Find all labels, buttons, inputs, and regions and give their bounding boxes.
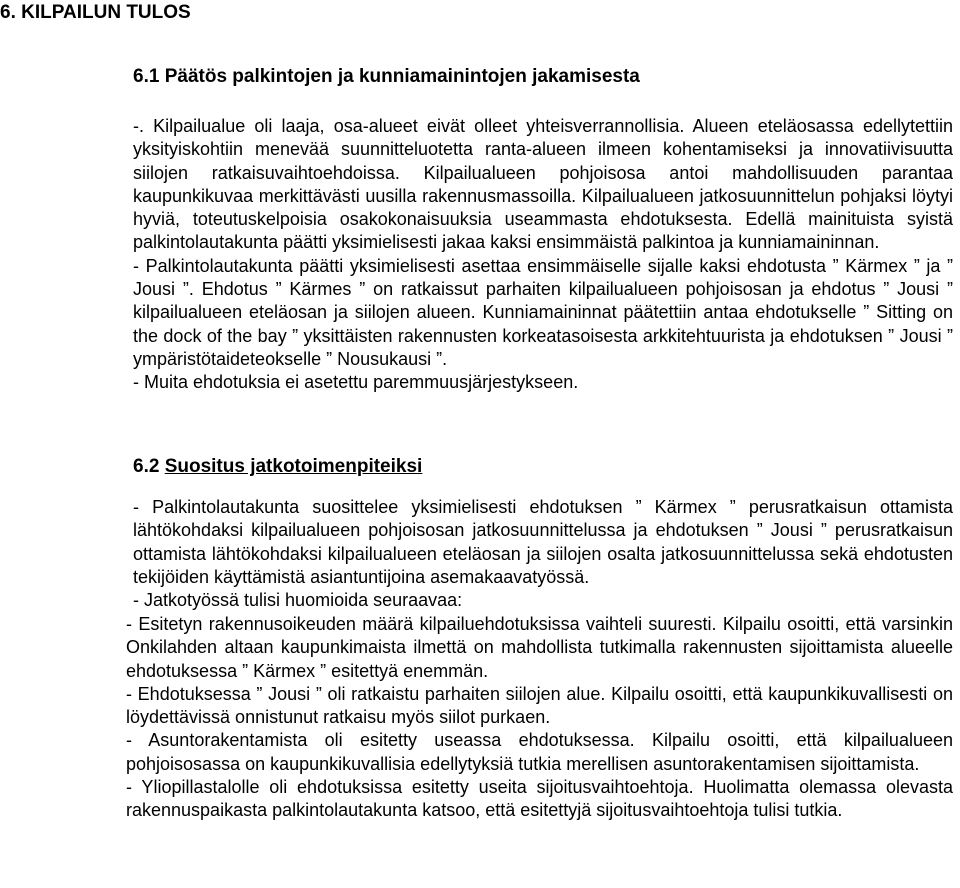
section-2-intro — [133, 496, 953, 612]
list-item: - Yliopillastalolle oli ehdotuksissa esitetty useita sijoitusvaihtoehtoja. Huolimatta olemassa olevasta rakennuspaikasta palkintolautakunta katsoo, että esitettyjä sijoitusvaihtoehtoja tulisi tutkia. — [126, 777, 953, 821]
section-2-heading — [133, 456, 422, 478]
section-1-number: 6.1 — [133, 66, 160, 87]
list-item: - Ehdotuksessa ” Jousi ” oli ratkaistu parhaiten siilojen alue. Kilpailu osoitti, että kaupunkikuvallisesti on löydettävissä onnistunut ratkaisu myös siilot purkaen. — [126, 683, 953, 728]
list-item: - Asuntorakentamista oli esitetty useassa ehdotuksessa. Kilpailu osoitti, että kilpailualueen pohjoisosassa on kaupunkikuvallisia edellytyksiä tutkia merellisen asuntorakentamisen sijoittamista. — [126, 730, 953, 774]
section-1-paragraph: - Palkintolautakunta päätti yksimielisesti asettaa ensimmäiselle sijalle kaksi ehdotusta ” Kärmex ” ja ” Jousi ”. Ehdotus ” Kärmes ” on ratkaissut parhaiten kilpailualueen pohjoisosan ja ehdotus ” Jousi ” kilpailualueen eteläosan ja siilojen alueen. Kunniamaininnat päätettiin antaa ehdotukselle ” Sitting on the dock of the bay ” yksittäisten rakennusten korkeatasoisesta arkkitehtuurista ja ehdotuksen ” Jousi ” ympäristötaideteokselle ” Nousukausi ”. — [133, 255, 953, 369]
section-1-paragraph: - Muita ehdotuksia ei asetettu paremmuusjärjestykseen. — [133, 372, 579, 393]
section-2-paragraph: - Palkintolautakunta suosittelee yksimielisesti ehdotuksen ” Kärmex ” perusratkaisun ottamista lähtökohdaksi kilpailualueen pohjoisosan jatkosuunnittelussa ja ehdotuksen ” Jousi ” perusratkaisun ottamista lähtökohdaksi kilpailualueen eteläosan ja siilojen osalta jatkosuunnittelussa sekä ehdotusten tekijöiden käyttämistä asiantuntijoina asemakaavatyössä. — [133, 497, 953, 587]
section-1-paragraph: -. Kilpailualue oli laaja, osa-alueet eivät olleet yhteisverrannollisia. Alueen eteläosassa edellytettiin yksityiskohtiin menevää suunnitteluotetta ranta-alueen ilmeen kohentamiseksi ja innovatiivisuutta siilojen ratkaisuvaihtoehdoissa. Kilpailualueen pohjoisosa antoi mahdollisuuden parantaa kaupunkikuvaa merkittävästi uusilla rakennusmassoilla. Kilpailualueen jatkosuunnittelun pohjaksi löytyi hyviä, toteutuskelpoisia osakokonaisuuksia useammasta ehdotuksesta. Edellä mainituista syistä palkintolautakunta päätti yksimielisesti jakaa kaksi ensimmäistä palkintoa ja kunniamaininnan. — [133, 116, 953, 253]
section-1-title: Päätös palkintojen ja kunniamainintojen jakamisesta — [164, 66, 640, 87]
list-item: - Esitetyn rakennusoikeuden määrä kilpailuehdotuksissa vaihteli suuresti. Kilpailu osoitti, että varsinkin Onkilahden altaan kaupunkimaista ilmettä on mahdollista tutkimalla rakennusten sijoittamista alueelle ehdotuksessa ” Kärmex ” esitettyä enemmän. — [126, 614, 953, 681]
section-2-title: Suositus jatkotoimenpiteiksi — [164, 456, 423, 477]
section-2-paragraph: - Jatkotyössä tulisi huomioida seuraavaa: — [133, 590, 463, 611]
main-heading: 6. KILPAILUN TULOS — [0, 2, 191, 23]
section-2-list — [126, 613, 953, 823]
section-2-number: 6.2 — [133, 456, 160, 477]
section-1-body — [133, 115, 953, 395]
section-1-heading — [133, 66, 640, 88]
